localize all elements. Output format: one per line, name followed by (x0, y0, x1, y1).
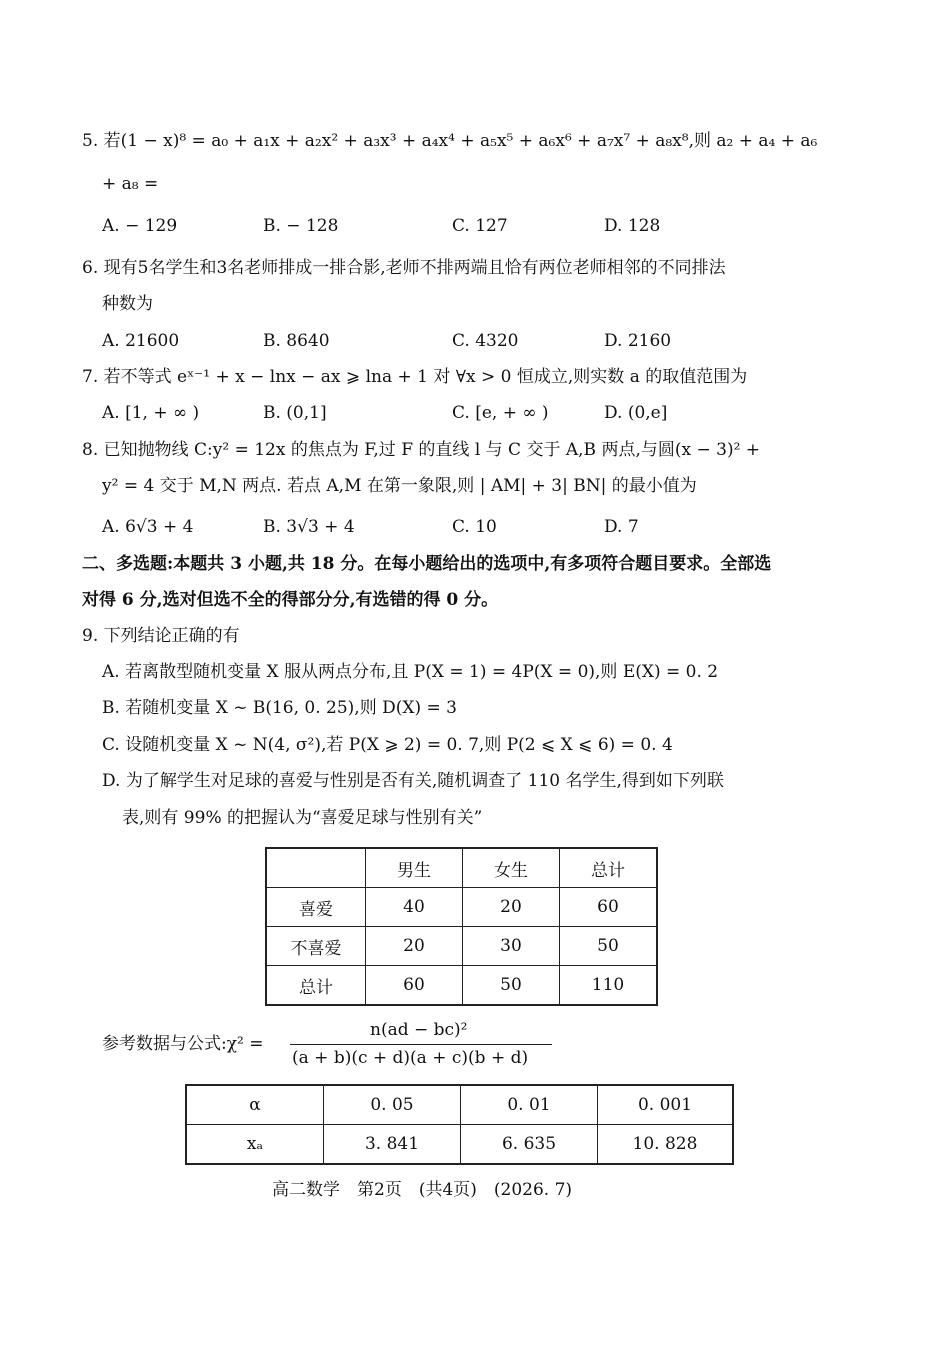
q8-option-b: B. 3√3 + 4 (263, 517, 355, 537)
formula-denominator: (a + b)(c + d)(a + c)(b + d) (292, 1048, 529, 1068)
contingency-table (265, 847, 658, 1006)
table-cell: 110 (560, 966, 658, 1006)
section2-heading-line1: 二、多选题:本题共 3 小题,共 18 分。在每小题给出的选项中,有多项符合题目要求。全部选 (82, 554, 772, 574)
table-cell: 0. 001 (598, 1085, 734, 1125)
table-row (186, 1085, 733, 1125)
table-cell: 20 (366, 927, 463, 966)
q6-stem-line2: 种数为 (102, 294, 153, 314)
q6-option-a: A. 21600 (102, 331, 180, 351)
table-cell: 40 (366, 888, 463, 927)
table-cell: 60 (560, 888, 658, 927)
table-cell: 女生 (463, 848, 560, 888)
q6-option-d: D. 2160 (604, 331, 672, 351)
table-cell: 6. 635 (461, 1125, 598, 1165)
q5-option-a: A. − 129 (102, 216, 178, 236)
q9-option-d-line2: 表,则有 99% 的把握认为“喜爱足球与性别有关” (122, 808, 483, 828)
q6-option-c: C. 4320 (452, 331, 519, 351)
table-row (186, 1125, 733, 1165)
table-cell: xₐ (186, 1125, 324, 1165)
q5-option-d: D. 128 (604, 216, 661, 236)
page-footer: 高二数学 第2页 (共4页) (2026. 7) (272, 1180, 573, 1200)
q8-option-c: C. 10 (452, 517, 497, 537)
table-cell: 50 (560, 927, 658, 966)
q9-option-b: B. 若随机变量 X ~ B(16, 0. 25),则 D(X) = 3 (102, 698, 457, 718)
table-cell: 60 (366, 966, 463, 1006)
table-cell: 0. 01 (461, 1085, 598, 1125)
q8-stem-line2: y² = 4 交于 M,N 两点. 若点 A,M 在第一象限,则 | AM| + 3| BN| 的最小值为 (102, 476, 697, 496)
q8-stem-line1: 8. 已知抛物线 C:y² = 12x 的焦点为 F,过 F 的直线 l 与 C 交于 A,B 两点,与圆(x − 3)² + (82, 440, 761, 460)
table-cell: 喜爱 (266, 888, 366, 927)
q7-option-c: C. [e, + ∞ ) (452, 403, 549, 423)
table-row (266, 888, 657, 927)
table-cell: 30 (463, 927, 560, 966)
q7-stem: 7. 若不等式 eˣ⁻¹ + x − lnx − ax ⩾ lna + 1 对 ∀x > 0 恒成立,则实数 a 的取值范围为 (82, 367, 748, 387)
q5-stem-line1: 5. 若(1 − x)⁸ = a₀ + a₁x + a₂x² + a₃x³ + a₄x⁴ + a₅x⁵ + a₆x⁶ + a₇x⁷ + a₈x⁸,则 a₂ + a₄ + a₆ (82, 131, 818, 151)
q6-option-b: B. 8640 (263, 331, 330, 351)
q5-option-c: C. 127 (452, 216, 508, 236)
q9-option-a: A. 若离散型随机变量 X 服从两点分布,且 P(X = 1) = 4P(X = 0),则 E(X) = 0. 2 (102, 662, 719, 682)
table-cell: α (186, 1085, 324, 1125)
table-cell: 50 (463, 966, 560, 1006)
table-cell: 总计 (560, 848, 658, 888)
table-cell: 总计 (266, 966, 366, 1006)
critical-value-table (185, 1084, 734, 1165)
table-row (266, 848, 657, 888)
q9-stem: 9. 下列结论正确的有 (82, 626, 240, 646)
table-cell: 不喜爱 (266, 927, 366, 966)
reference-label: 参考数据与公式:χ² = (102, 1034, 264, 1054)
table-cell: 10. 828 (598, 1125, 734, 1165)
table-cell: 20 (463, 888, 560, 927)
q5-option-b: B. − 128 (263, 216, 339, 236)
q8-option-d: D. 7 (604, 517, 639, 537)
q5-stem-line2: + a₈ = (102, 174, 159, 194)
q6-stem-line1: 6. 现有5名学生和3名老师排成一排合影,老师不排两端且恰有两位老师相邻的不同排法 (82, 258, 726, 278)
fraction-bar (290, 1044, 552, 1045)
q8-option-a: A. 6√3 + 4 (102, 517, 194, 537)
table-row (266, 927, 657, 966)
q7-option-b: B. (0,1] (263, 403, 327, 423)
q9-option-d-line1: D. 为了解学生对足球的喜爱与性别是否有关,随机调查了 110 名学生,得到如下列联 (102, 771, 724, 791)
q9-option-c: C. 设随机变量 X ~ N(4, σ²),若 P(X ⩾ 2) = 0. 7,则 P(2 ⩽ X ⩽ 6) = 0. 4 (102, 735, 673, 755)
table-cell (266, 848, 366, 888)
table-row (266, 966, 657, 1006)
q7-option-a: A. [1, + ∞ ) (102, 403, 200, 423)
table-cell: 0. 05 (324, 1085, 461, 1125)
table-cell: 3. 841 (324, 1125, 461, 1165)
formula-numerator: n(ad − bc)² (370, 1020, 468, 1040)
section2-heading-line2: 对得 6 分,选对但选不全的得部分分,有选错的得 0 分。 (82, 590, 499, 610)
table-cell: 男生 (366, 848, 463, 888)
q7-option-d: D. (0,e] (604, 403, 668, 423)
